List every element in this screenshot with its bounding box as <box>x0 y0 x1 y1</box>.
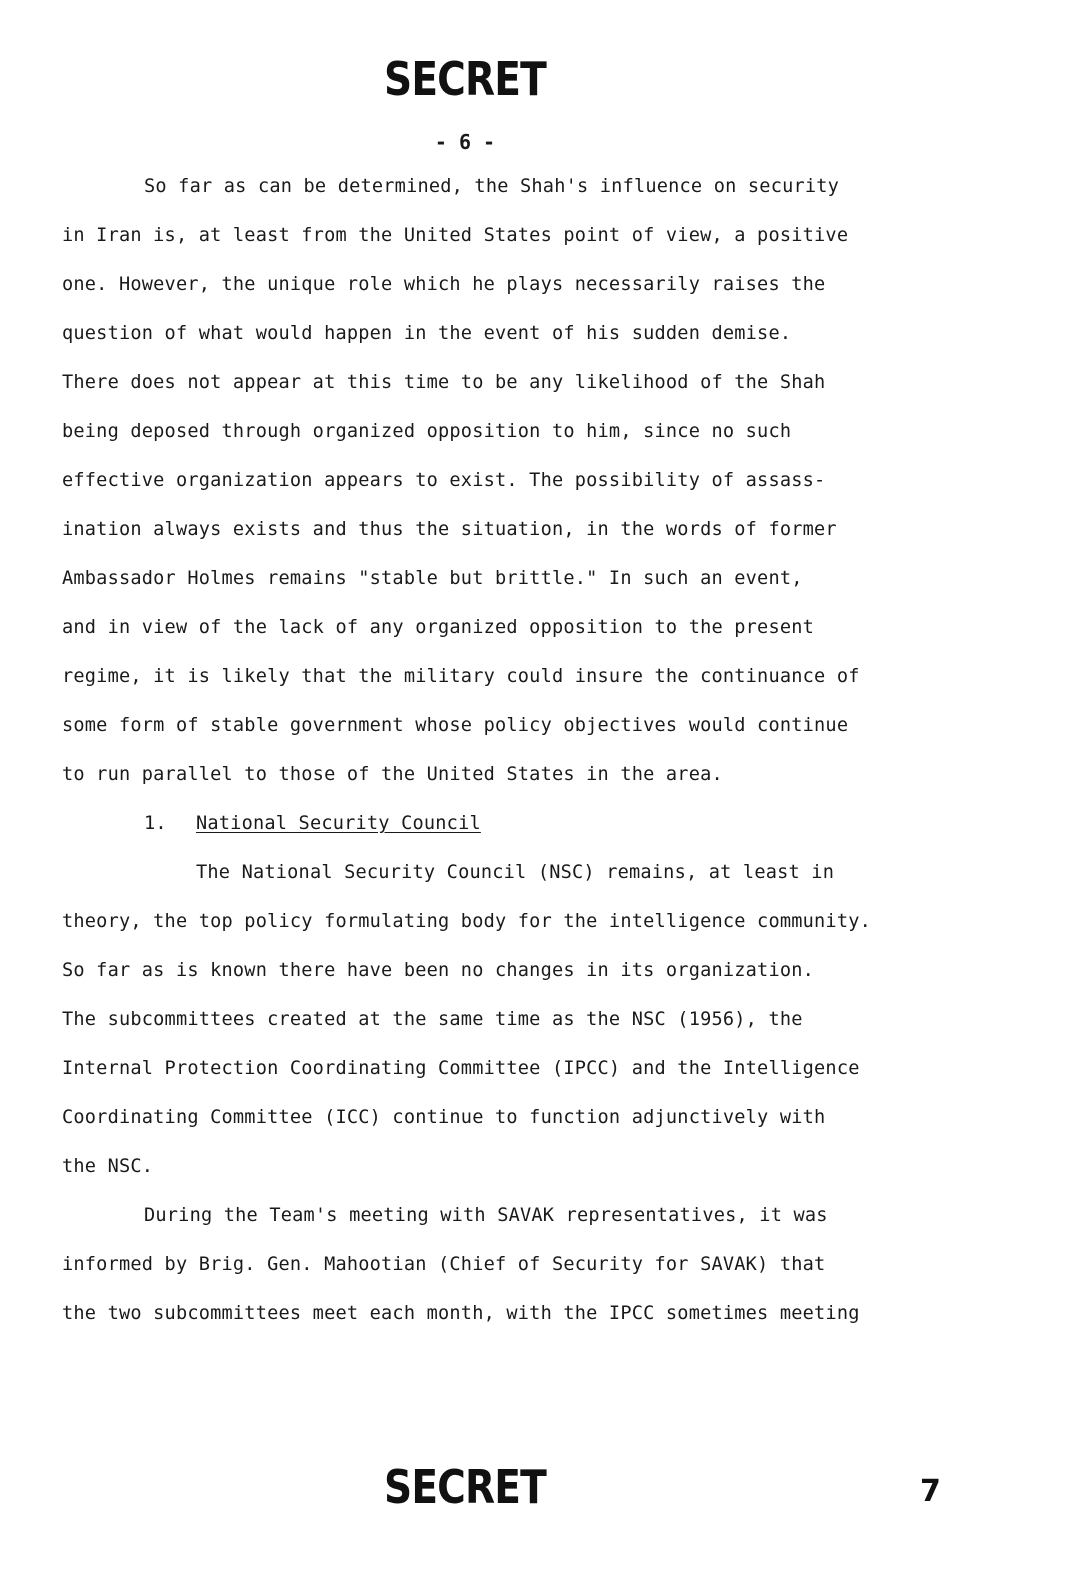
text-line: Coordinating Committee (ICC) continue to function adjunctively with <box>62 1107 826 1128</box>
bottom-classification-marking: SECRET <box>384 1460 546 1514</box>
text-line: to run parallel to those of the United States in the area. <box>62 764 723 785</box>
page-marker: - 6 - <box>434 130 496 154</box>
text-line: There does not appear at this time to be any likelihood of the Shah <box>62 372 826 393</box>
text-line: some form of stable government whose policy objectives would continue <box>62 715 849 736</box>
text-line: So far as is known there have been no changes in its organization. <box>62 960 815 981</box>
section-title: National Security Council <box>196 813 481 834</box>
text-line: the NSC. <box>62 1156 154 1177</box>
text-line: informed by Brig. Gen. Mahootian (Chief of Security for SAVAK) that <box>62 1254 826 1275</box>
text-line: in Iran is, at least from the United States point of view, a positive <box>62 225 849 246</box>
text-line: and in view of the lack of any organized opposition to the present <box>62 617 815 638</box>
text-line: Internal Protection Coordinating Committee (IPCC) and the Intelligence <box>62 1058 860 1079</box>
text-line: theory, the top policy formulating body for the intelligence community. <box>62 911 872 932</box>
document-body <box>62 172 942 1348</box>
text-line: regime, it is likely that the military could insure the continuance of <box>62 666 860 687</box>
text-line: ination always exists and thus the situation, in the words of former <box>62 519 837 540</box>
text-line: During the Team's meeting with SAVAK representatives, it was <box>144 1205 828 1226</box>
section-heading <box>62 809 942 858</box>
text-line: Ambassador Holmes remains "stable but brittle." In such an event, <box>62 568 803 589</box>
footer-page-number: 7 <box>920 1474 941 1509</box>
text-line: effective organization appears to exist. The possibility of assass- <box>62 470 826 491</box>
text-line: the two subcommittees meet each month, with the IPCC sometimes meeting <box>62 1303 860 1324</box>
text-line: question of what would happen in the event of his sudden demise. <box>62 323 792 344</box>
text-line: being deposed through organized opposition to him, since no such <box>62 421 792 442</box>
top-classification-marking: SECRET <box>384 52 546 106</box>
text-line: The subcommittees created at the same time as the NSC (1956), the <box>62 1009 803 1030</box>
section-number: 1. <box>144 813 167 834</box>
text-line: So far as can be determined, the Shah's influence on security <box>144 176 840 197</box>
text-line: The National Security Council (NSC) remains, at least in <box>196 862 835 883</box>
text-line: one. However, the unique role which he plays necessarily raises the <box>62 274 826 295</box>
